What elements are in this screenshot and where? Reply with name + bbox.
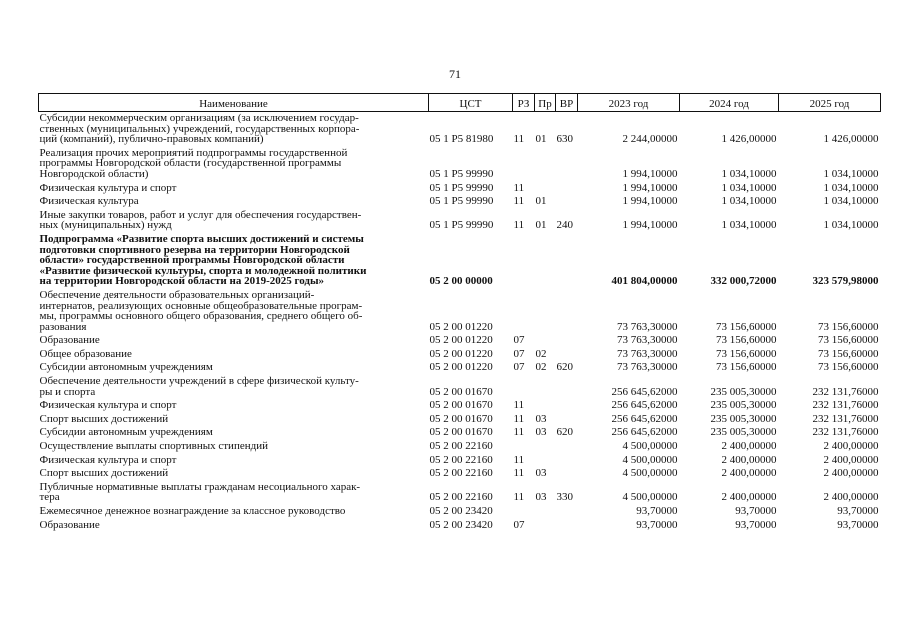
row-cst: 05 1 P5 99990 xyxy=(429,167,494,180)
row-pr xyxy=(535,399,556,413)
row-2025: 93,70000 xyxy=(837,505,879,517)
row-name: Обеспечение деятельности образовательных организаций- интернатов, реализующих основные общеобразовательные програм- мы, программы основного общего образования, среднего общего об- разования xyxy=(39,288,363,333)
row-vr xyxy=(556,147,578,182)
row-cst: 05 2 00 01220 xyxy=(429,347,493,360)
row-2023: 73 763,30000 xyxy=(617,320,678,333)
row-cst: 05 2 00 22160 xyxy=(429,491,493,504)
row-cst: 05 1 P5 99990 xyxy=(429,219,494,232)
row-2024: 235 005,30000 xyxy=(710,385,777,398)
row-2024: 1 034,10000 xyxy=(721,219,777,232)
row-2025: 232 131,76000 xyxy=(812,412,879,425)
row-2025: 323 579,98000 xyxy=(812,275,879,288)
row-name: Иные закупки товаров, работ и услуг для обеспечения государствен- ных (муниципальных) нужд xyxy=(39,208,362,232)
header-2025: 2025 год xyxy=(779,94,881,112)
row-vr xyxy=(556,182,578,196)
row-2024: 2 400,00000 xyxy=(721,491,777,504)
row-rz: 07 xyxy=(513,518,525,531)
row-2024: 235 005,30000 xyxy=(710,412,777,425)
row-vr: 630 xyxy=(556,133,573,146)
row-name: Осуществление выплаты спортивных стипендий xyxy=(39,440,268,453)
row-cst: 05 2 00 22160 xyxy=(429,453,493,466)
table-row xyxy=(39,147,881,182)
row-name: Физическая культура и спорт xyxy=(39,399,177,412)
row-vr xyxy=(556,467,578,481)
row-rz xyxy=(513,505,535,519)
table-body xyxy=(39,112,881,533)
row-rz: 11 xyxy=(513,195,525,208)
row-name: Субсидии автономным учреждениям xyxy=(39,426,213,439)
row-vr xyxy=(556,348,578,362)
table-row xyxy=(39,505,881,519)
row-2024: 93,70000 xyxy=(735,505,777,517)
row-name: Подпрограмма «Развитие спорта высших достижений и системы подготовки спортивного резерва на территории Новгородской области» государственной программы Новгородской области «Развитие физической культуры, спорта и молодежной политики на территории Новгородской области на 2019-2025 годы» xyxy=(39,232,367,288)
row-2023: 93,70000 xyxy=(636,518,678,531)
row-vr: 620 xyxy=(556,426,573,439)
row-name: Физическая культура и спорт xyxy=(39,181,177,194)
row-2023: 4 500,00000 xyxy=(622,467,678,480)
row-pr xyxy=(535,440,556,454)
row-2024: 73 156,60000 xyxy=(716,320,777,333)
table-row xyxy=(39,334,881,348)
row-name: Образование xyxy=(39,518,100,531)
table-row xyxy=(39,399,881,413)
row-2025: 1 034,10000 xyxy=(823,195,879,208)
row-vr xyxy=(556,375,578,399)
row-2025: 2 400,00000 xyxy=(823,467,879,480)
row-cst: 05 2 00 23420 xyxy=(429,505,493,517)
row-name: Образование xyxy=(39,334,100,347)
row-pr xyxy=(535,289,556,334)
row-cst: 05 2 00 01670 xyxy=(429,399,493,412)
row-pr: 03 xyxy=(535,491,547,504)
header-pr: Пр xyxy=(535,94,556,112)
row-2023: 256 645,62000 xyxy=(611,399,678,412)
row-pr xyxy=(535,147,556,182)
row-2024: 235 005,30000 xyxy=(710,399,777,412)
header-rz: РЗ xyxy=(513,94,535,112)
row-vr xyxy=(556,195,578,209)
row-pr: 03 xyxy=(535,426,547,439)
row-rz xyxy=(513,375,535,399)
row-name: Обеспечение деятельности учреждений в сфере физической культу- ры и спорта xyxy=(39,375,359,398)
row-2024: 2 400,00000 xyxy=(721,453,777,466)
row-vr xyxy=(556,233,578,289)
row-2023: 73 763,30000 xyxy=(617,361,678,374)
table-row xyxy=(39,413,881,427)
table-row xyxy=(39,375,881,399)
row-2024: 2 400,00000 xyxy=(721,467,777,480)
row-name: Общее образование xyxy=(39,347,132,360)
row-rz: 11 xyxy=(513,491,525,504)
row-2023: 4 500,00000 xyxy=(622,440,678,453)
row-2025: 232 131,76000 xyxy=(812,426,879,439)
row-pr: 01 xyxy=(535,133,547,146)
row-pr: 03 xyxy=(535,412,547,425)
header-row xyxy=(39,94,881,112)
row-pr: 01 xyxy=(535,195,547,208)
row-2023: 1 994,10000 xyxy=(622,181,678,194)
header-name: Наименование xyxy=(39,94,429,112)
row-2024: 73 156,60000 xyxy=(716,334,777,347)
table-row xyxy=(39,454,881,468)
row-2023: 1 994,10000 xyxy=(622,195,678,208)
row-2024: 73 156,60000 xyxy=(716,361,777,374)
row-name: Субсидии некоммерческим организациям (за исключением государ- ственных (муниципальных) учреждений, государственных корпора- ций (компаний), публично-правовых компаний) xyxy=(39,112,360,146)
row-2025: 73 156,60000 xyxy=(818,361,879,374)
row-pr xyxy=(535,375,556,399)
row-2025: 73 156,60000 xyxy=(818,320,879,333)
row-vr xyxy=(556,413,578,427)
row-name: Физическая культура и спорт xyxy=(39,453,177,466)
row-2025: 73 156,60000 xyxy=(818,334,879,347)
table-row xyxy=(39,426,881,440)
row-2024: 235 005,30000 xyxy=(710,426,777,439)
row-rz: 11 xyxy=(513,399,525,412)
table-row xyxy=(39,182,881,196)
row-pr xyxy=(535,182,556,196)
table-row xyxy=(39,195,881,209)
row-2023: 73 763,30000 xyxy=(617,334,678,347)
row-pr xyxy=(535,454,556,468)
header-2024: 2024 год xyxy=(680,94,779,112)
page-number: 71 xyxy=(449,67,461,81)
row-rz: 11 xyxy=(513,219,525,232)
row-2025: 93,70000 xyxy=(837,518,879,531)
row-2025: 2 400,00000 xyxy=(823,453,879,466)
table-row xyxy=(39,361,881,375)
table-row xyxy=(39,481,881,505)
row-vr: 330 xyxy=(556,491,573,504)
row-pr: 01 xyxy=(535,219,547,232)
row-pr xyxy=(535,505,556,519)
row-rz: 07 xyxy=(513,334,525,347)
header-cst: ЦСТ xyxy=(429,94,513,112)
row-rz xyxy=(513,440,535,454)
row-rz: 07 xyxy=(513,361,525,374)
row-rz xyxy=(513,233,535,289)
row-2024: 1 034,10000 xyxy=(721,195,777,208)
row-rz: 11 xyxy=(513,426,525,439)
table-row xyxy=(39,348,881,362)
row-name: Реализация прочих мероприятий подпрограммы государственной программы Новгородской области (государственной программы Новгородской области) xyxy=(39,146,348,180)
row-name: Спорт высших достижений xyxy=(39,412,169,425)
row-rz: 11 xyxy=(513,453,525,466)
row-name: Спорт высших достижений xyxy=(39,467,169,480)
row-cst: 05 2 00 22160 xyxy=(429,467,493,480)
row-vr xyxy=(556,519,578,533)
row-cst: 05 2 00 22160 xyxy=(429,440,493,453)
table-row xyxy=(39,209,881,233)
row-2025: 1 034,10000 xyxy=(823,181,879,194)
row-2023: 256 645,62000 xyxy=(611,412,678,425)
row-2023: 93,70000 xyxy=(636,505,678,517)
table-row xyxy=(39,519,881,533)
row-2025: 232 131,76000 xyxy=(812,399,879,412)
row-name: Физическая культура xyxy=(39,195,139,208)
table-header xyxy=(39,94,881,112)
header-vr: ВР xyxy=(556,94,578,112)
row-2025: 1 034,10000 xyxy=(823,167,879,180)
row-vr xyxy=(556,399,578,413)
row-2025: 2 400,00000 xyxy=(823,491,879,504)
row-2025: 1 034,10000 xyxy=(823,219,879,232)
row-cst: 05 2 00 23420 xyxy=(429,518,493,531)
row-pr: 03 xyxy=(535,467,547,480)
row-rz xyxy=(513,147,535,182)
row-name: Ежемесячное денежное вознаграждение за классное руководство xyxy=(39,505,346,517)
row-rz: 11 xyxy=(513,181,525,194)
row-rz: 11 xyxy=(513,412,525,425)
table-row xyxy=(39,467,881,481)
table-row xyxy=(39,289,881,334)
row-2025: 2 400,00000 xyxy=(823,440,879,453)
row-2024: 1 426,00000 xyxy=(721,133,777,146)
row-vr xyxy=(556,334,578,348)
row-2024: 73 156,60000 xyxy=(716,347,777,360)
row-rz: 07 xyxy=(513,347,525,360)
row-2023: 4 500,00000 xyxy=(622,491,678,504)
row-cst: 05 2 00 01220 xyxy=(429,320,493,333)
row-2025: 73 156,60000 xyxy=(818,347,879,360)
row-vr xyxy=(556,454,578,468)
row-cst: 05 2 00 01670 xyxy=(429,385,493,398)
row-2023: 1 994,10000 xyxy=(622,167,678,180)
row-rz: 11 xyxy=(513,133,525,146)
row-2024: 2 400,00000 xyxy=(721,440,777,453)
row-vr: 620 xyxy=(556,361,573,374)
row-pr xyxy=(535,334,556,348)
row-pr: 02 xyxy=(535,361,547,374)
row-cst: 05 2 00 00000 xyxy=(429,275,493,288)
row-cst: 05 1 P5 99990 xyxy=(429,181,494,194)
row-2023: 401 804,00000 xyxy=(611,275,678,288)
row-2024: 1 034,10000 xyxy=(721,167,777,180)
table-row xyxy=(39,112,881,147)
row-rz: 11 xyxy=(513,467,525,480)
row-name: Субсидии автономным учреждениям xyxy=(39,361,213,374)
row-vr: 240 xyxy=(556,219,573,232)
table-row xyxy=(39,233,881,289)
row-2024: 332 000,72000 xyxy=(710,275,777,288)
row-2023: 73 763,30000 xyxy=(617,347,678,360)
row-cst: 05 2 00 01220 xyxy=(429,361,493,374)
row-2023: 256 645,62000 xyxy=(611,385,678,398)
row-2023: 256 645,62000 xyxy=(611,426,678,439)
row-2023: 2 244,00000 xyxy=(622,133,678,146)
row-cst: 05 1 P5 81980 xyxy=(429,133,494,146)
row-2023: 4 500,00000 xyxy=(622,453,678,466)
row-2024: 93,70000 xyxy=(735,518,777,531)
row-rz xyxy=(513,289,535,334)
row-name: Публичные нормативные выплаты гражданам несоциального харак- тера xyxy=(39,480,361,504)
row-pr xyxy=(535,233,556,289)
row-2025: 1 426,00000 xyxy=(823,133,879,146)
row-2023: 1 994,10000 xyxy=(622,219,678,232)
row-cst: 05 2 00 01670 xyxy=(429,426,493,439)
budget-table xyxy=(38,93,881,532)
row-cst: 05 2 00 01670 xyxy=(429,412,493,425)
table-row xyxy=(39,440,881,454)
row-pr xyxy=(535,519,556,533)
row-2025: 232 131,76000 xyxy=(812,385,879,398)
row-pr: 02 xyxy=(535,347,547,360)
row-vr xyxy=(556,440,578,454)
row-vr xyxy=(556,505,578,519)
row-2024: 1 034,10000 xyxy=(721,181,777,194)
row-cst: 05 1 P5 99990 xyxy=(429,195,494,208)
header-2023: 2023 год xyxy=(578,94,680,112)
row-cst: 05 2 00 01220 xyxy=(429,334,493,347)
row-vr xyxy=(556,289,578,334)
